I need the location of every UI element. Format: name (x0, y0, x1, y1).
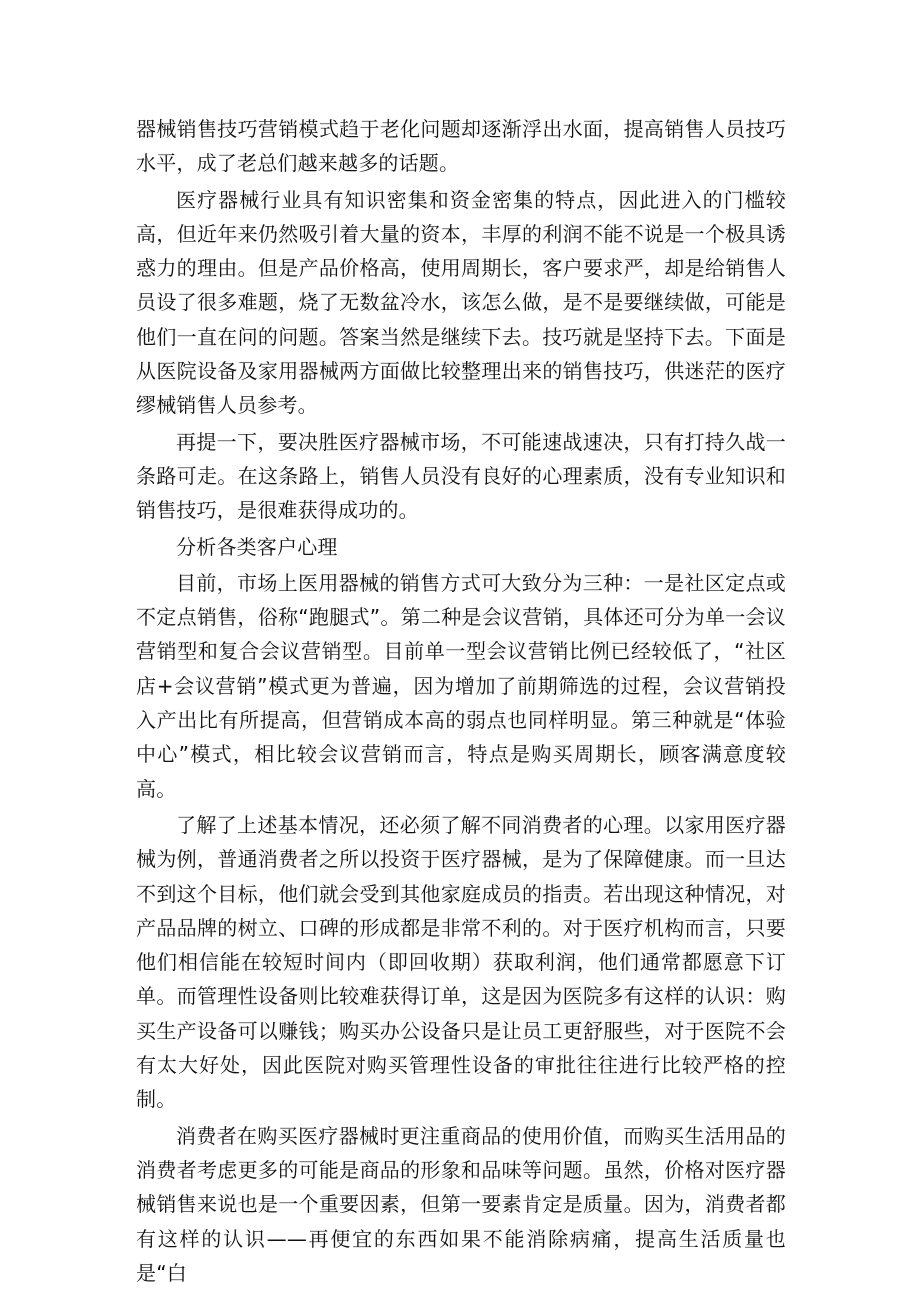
paragraph-quality-focus: 消费者在购买医疗器械时更注重商品的使用价值，而购买生活用品的消费者考虑更多的可能是商品的形象和品味等问题。虽然，价格对医疗器械销售来说也是一个重要因素，但第一要素肯定是质量。因为，消费者都有这样的认识——再便宜的东西如果不能消除病痛，提高生活质量也是“白 (136, 1123, 786, 1285)
paragraph-sales-methods: 目前，市场上医用器械的销售方式可大致分为三种：一是社区定点或不定点销售，俗称“跑腿式”。第二种是会议营销，具体还可分为单一会议营销型和复合会议营销型。目前单一型会议营销比例已经较低了，“社区店+会议营销”模式更为普遍，因为增加了前期筛选的过程，会议营销投入产出比有所提高，但营销成本高的弱点也同样明显。第三种就是“体验中心”模式，相比较会议营销而言，特点是购买周期长，顾客满意度较高。 (136, 570, 786, 801)
paragraph-consumer-psychology: 了解了上述基本情况，还必须了解不同消费者的心理。以家用医疗器械为例，普通消费者之所以投资于医疗器械，是为了保障健康。而一旦达不到这个目标，他们就会受到其他家庭成员的指责。若出现这种情况，对产品品牌的树立、口碑的形成都是非常不利的。对于医疗机构而言，只要他们相信能在较短时间内（即回收期）获取利润，他们通常都愿意下订单。而管理性设备则比较难获得订单，这是因为医院多有这样的认识：购买生产设备可以赚钱；购买办公设备只是让员工更舒服些，对于医院不会有太大好处，因此医院对购买管理性设备的审批往往进行比较严格的控制。 (136, 812, 786, 1112)
paragraph-industry-overview: 医疗器械行业具有知识密集和资金密集的特点，因此进入的门槛较高，但近年来仍然吸引着大量的资本，丰厚的利润不能不说是一个极具诱惑力的理由。但是产品价格高，使用周期长，客户要求严，却是给销售人员设了很多难题，烧了无数盆冷水，该怎么做，是不是要继续做，可能是他们一直在问的问题。答案当然是继续下去。技巧就是坚持下去。下面是从医院设备及家用器械两方面做比较整理出来的销售技巧，供迷茫的医疗缪械销售人员参考。 (136, 187, 786, 418)
paragraph-intro-continuation: 器械销售技巧营销模式趋于老化问题却逐渐浮出水面，提高销售人员技巧水平，成了老总们越来越多的话题。 (136, 117, 786, 176)
section-heading-customer-psychology: 分析各类客户心理 (176, 534, 338, 559)
document-body (136, 112, 786, 1292)
paragraph-persistence: 再提一下，要决胜医疗器械市场，不可能速战速决，只有打持久战一条路可走。在这条路上，销售人员没有良好的心理素质，没有专业知识和销售技巧，是很难获得成功的。 (136, 429, 786, 523)
